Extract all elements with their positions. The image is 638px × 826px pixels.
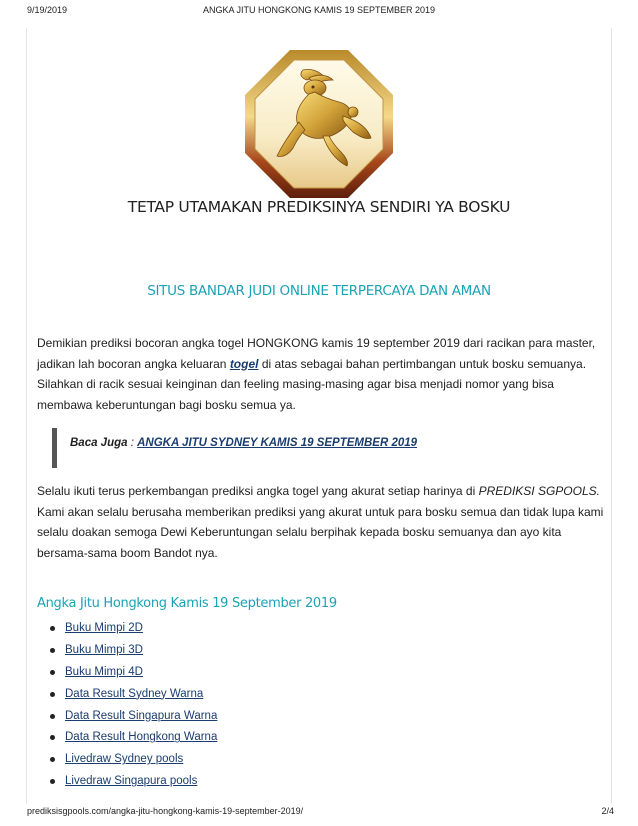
section-title: Angka Jitu Hongkong Kamis 19 September 2019 (37, 596, 337, 611)
content-frame-right (611, 28, 612, 804)
golden-rabbit-logo-icon (243, 48, 395, 200)
headline: TETAP UTAMAKAN PREDIKSINYA SENDIRI YA BOSKU (127, 198, 511, 216)
page-footer-number: 2/4 (601, 806, 614, 816)
page-header-date: 9/19/2019 (27, 5, 68, 15)
buku-mimpi-2d-link[interactable]: Buku Mimpi 2D (65, 622, 143, 634)
livedraw-sydney-link[interactable]: Livedraw Sydney pools (65, 753, 184, 766)
list-item (50, 642, 217, 664)
prediksi-sgpools-emphasis: PREDIKSI SGPOOLS. (478, 484, 600, 498)
baca-juga-text (70, 437, 417, 449)
related-links-list (50, 620, 217, 795)
data-result-hongkong-link[interactable]: Data Result Hongkong Warna (65, 731, 218, 744)
closing-paragraph (37, 481, 609, 563)
list-item (50, 664, 217, 686)
baca-juga-label: Baca Juga (70, 437, 128, 449)
togel-link[interactable]: togel (229, 356, 259, 371)
page-footer-url: prediksisgpools.com/angka-jitu-hongkong-kamis-19-september-2019/ (27, 806, 304, 816)
subheadline: SITUS BANDAR JUDI ONLINE TERPERCAYA DAN AMAN (147, 283, 491, 299)
intro-text-line2: Silahkan di racik sesuai keinginan dan feeling masing-masing agar bisa menjadi nomor yang bisa membawa keberuntungan bagi bosku semua ya. (37, 377, 554, 412)
data-result-sydney-link[interactable]: Data Result Sydney Warna (65, 687, 204, 700)
baca-juga-separator: : (127, 437, 138, 449)
list-item (50, 708, 217, 730)
angka-jitu-sydney-link[interactable]: ANGKA JITU SYDNEY KAMIS 19 SEPTEMBER 2019 (137, 437, 418, 449)
closing-text-after: Kami akan selalu berusaha memberikan prediksi yang akurat untuk para bosku semua dan tidak lupa kami selalu doakan semoga Dewi Keberuntungan selalu berpihak kepada bosku semuanya dan ayo kita bersama-sama boom Bandot nya. (37, 504, 604, 560)
list-item (50, 686, 217, 708)
content-frame-left (26, 28, 27, 804)
list-item (50, 729, 217, 751)
intro-text-after-link: di atas sebagai bahan pertimbangan untuk bosku semuanya. (258, 356, 587, 371)
closing-text-before: Selalu ikuti terus perkembangan prediksi angka togel yang akurat setiap harinya di (37, 484, 479, 498)
buku-mimpi-4d-link[interactable]: Buku Mimpi 4D (65, 665, 143, 678)
list-item (50, 773, 217, 795)
data-result-singapura-link[interactable]: Data Result Singapura Warna (65, 709, 218, 722)
page-header-title: ANGKA JITU HONGKONG KAMIS 19 SEPTEMBER 2019 (202, 5, 436, 15)
baca-juga-blockquote (52, 428, 597, 468)
buku-mimpi-3d-link[interactable]: Buku Mimpi 3D (65, 643, 143, 656)
list-item (50, 751, 217, 773)
intro-paragraph (37, 333, 609, 415)
intro-text-before-link: Demikian prediksi bocoran angka togel HONGKONG kamis 19 september 2019 dari racikan para master, jadikan lah bocoran angka keluaran (37, 336, 596, 371)
livedraw-singapura-link[interactable]: Livedraw Singapura pools (65, 775, 198, 788)
list-item (50, 620, 217, 642)
